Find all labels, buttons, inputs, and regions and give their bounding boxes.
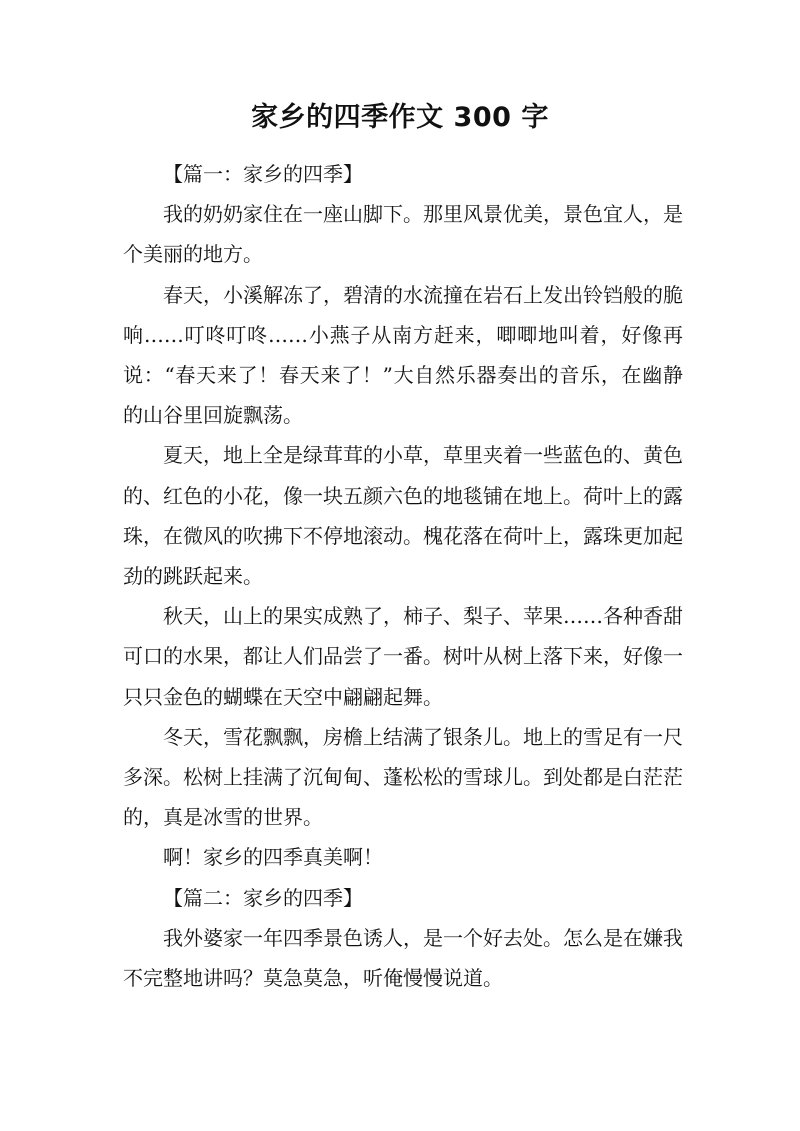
paragraph-conclusion: 啊！家乡的四季真美啊！ [163, 845, 383, 870]
document-body [123, 154, 683, 998]
paragraph-part2-intro: 我外婆家一年四季景色诱人，是一个好去处。怎么是在嫌我不完整地讲吗？莫急莫急，听俺慢慢说道。 [123, 925, 683, 991]
paragraph-spring: 春天，小溪解冻了，碧清的水流撞在岩石上发出铃铛般的脆响……叮咚叮咚……小燕子从南方赶来，唧唧地叫着，好像再说：“春天来了！春天来了！”大自然乐器奏出的音乐，在幽静的山谷里回旋飘荡。 [123, 282, 683, 428]
paragraph-intro: 我的奶奶家住在一座山脚下。那里风景优美，景色宜人，是个美丽的地方。 [123, 202, 683, 267]
paragraph-autumn: 秋天，山上的果实成熟了，柿子、梨子、苹果……各种香甜可口的水果，都让人们品尝了一番。树叶从树上落下来，好像一只只金色的蝴蝶在天空中翩翩起舞。 [123, 604, 683, 709]
paragraph-summer: 夏天，地上全是绿茸茸的小草，草里夹着一些蓝色的、黄色的、红色的小花，像一块五颜六色的地毯铺在地上。荷叶上的露珠，在微风的吹拂下不停地滚动。槐花落在荷叶上，露珠更加起劲的跳跃起来。 [123, 443, 683, 589]
paragraph-winter: 冬天，雪花飘飘，房檐上结满了银条儿。地上的雪足有一尺多深。松树上挂满了沉甸甸、蓬松松的雪球儿。到处都是白茫茫的，真是冰雪的世界。 [123, 724, 683, 830]
section-heading-2: 【篇二：家乡的四季】 [163, 885, 363, 910]
section-heading-1: 【篇一：家乡的四季】 [163, 162, 363, 186]
document-title: 家乡的四季作文 300 字 [251, 102, 549, 133]
